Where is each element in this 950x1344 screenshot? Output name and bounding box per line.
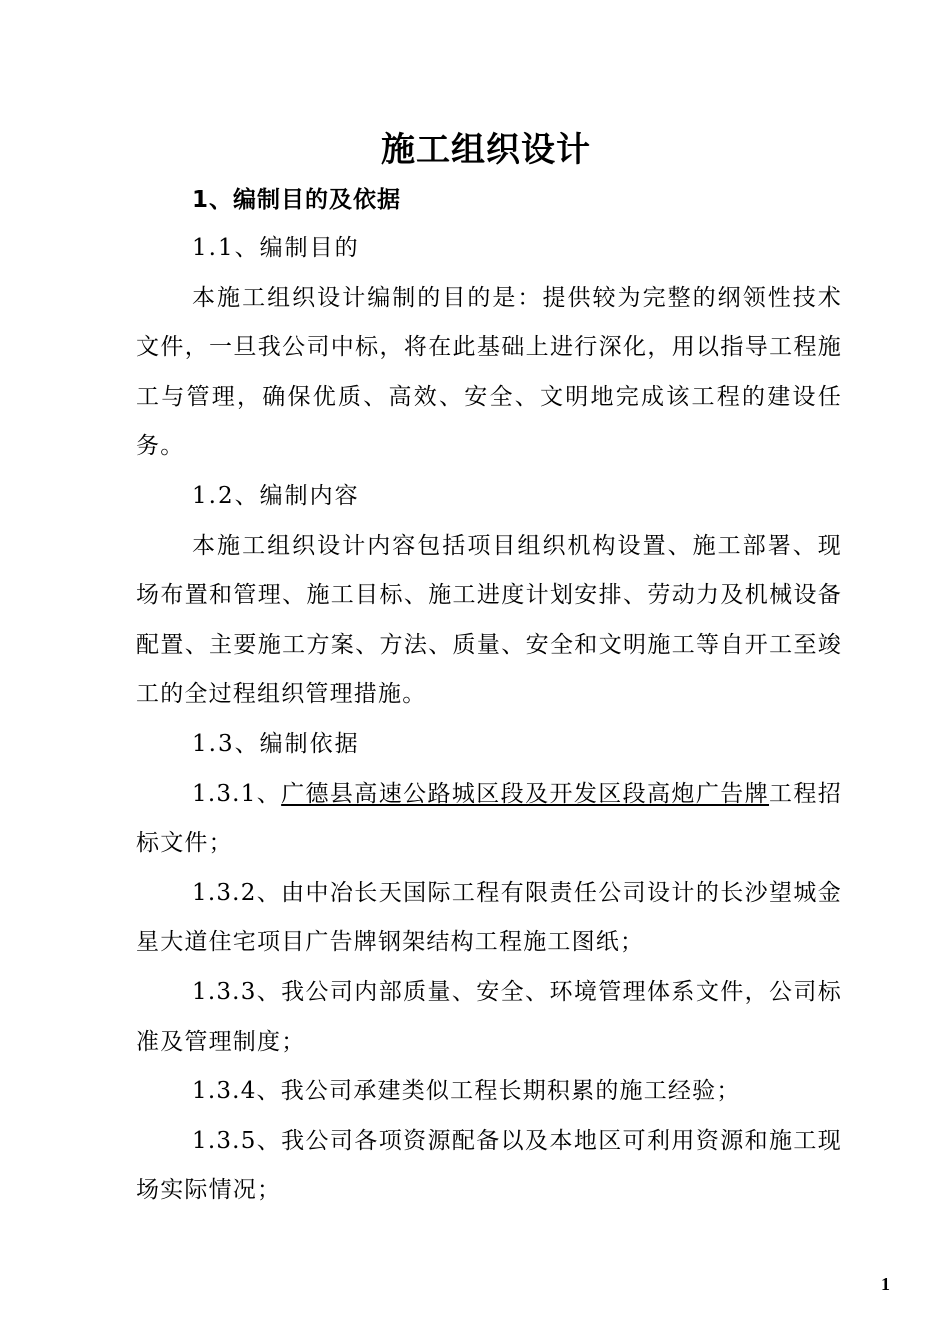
document-body [136,224,842,1216]
basis-item-1-3-1-text: 工程招标文件； [136,780,843,857]
basis-item-1-3-2: 1.3.2、由中冶长天国际工程有限责任公司设计的长沙望城金星大道住宅项目广告牌钢架结构工程施工图纸； [136,879,842,956]
section-heading-1: 1、编制目的及依据 [192,187,402,213]
basis-item-1-3-3: 1.3.3、我公司内部质量、安全、环境管理体系文件，公司标准及管理制度； [136,978,842,1055]
basis-item-1-3-5: 1.3.5、我公司各项资源配备以及本地区可利用资源和施工现场实际情况； [136,1127,842,1204]
basis-item-1-3-1-number: 1.3.1、 [192,780,282,807]
subsection-heading-1-2: 1.2、编制内容 [192,482,360,509]
subsection-heading-1-3: 1.3、编制依据 [192,730,360,757]
subsection-heading-1-1: 1.1、编制目的 [192,235,360,261]
document-title: 施工组织设计 [381,130,591,170]
paragraph-1-1: 本施工组织设计编制的目的是：提供较为完整的纲领性技术文件，一旦我公司中标，将在此基础上进行深化，用以指导工程施工与管理，确保优质、高效、安全、文明地完成该工程的建设任务。 [136,284,842,460]
paragraph-1-2: 本施工组织设计内容包括项目组织机构设置、施工部署、现场布置和管理、施工目标、施工进度计划安排、劳动力及机械设备配置、主要施工方案、方法、质量、安全和文明施工等自开工至竣工的全过程组织管理措施。 [136,532,842,708]
basis-item-1-3-4: 1.3.4、我公司承建类似工程长期积累的施工经验； [192,1078,741,1105]
project-name-underlined: 广德县高速公路城区段及开发区段高炮广告牌 [281,780,770,807]
page-number: 1 [881,1274,890,1294]
basis-item-1-3-1 [136,770,842,869]
